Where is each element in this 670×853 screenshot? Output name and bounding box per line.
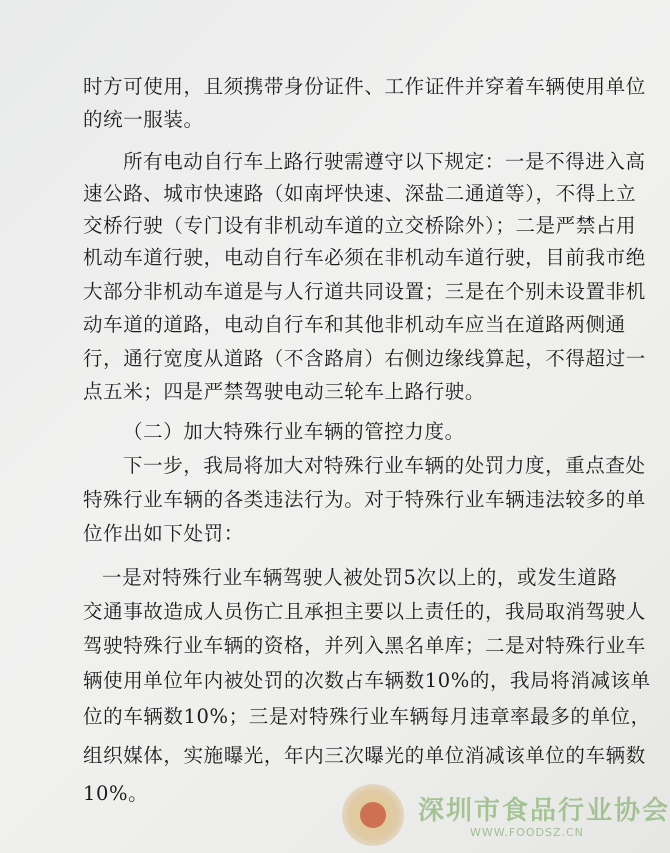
text-line: 行，通行宽度从道路（不含路肩）右侧边缘线算起，不得超过一 — [83, 347, 646, 370]
text-line: 交桥行驶（专门设有非机动车道的立交桥除外）；二是严禁占用 — [83, 214, 637, 237]
text-line: 动车道的道路，电动自行车和其他非机动车应当在道路两侧通 — [83, 313, 626, 336]
text-line: 位的车辆数10%；三是对特殊行业车辆每月违章率最多的单位， — [83, 705, 651, 728]
text-line: 特殊行业车辆的各类违法行为。对于特殊行业车辆违法较多的单 — [83, 488, 646, 511]
text-line: 时方可使用，且须携带身份证件、工作证件并穿着车辆使用单位 — [83, 75, 646, 98]
text-line: 速公路、城市快速路（如南坪快速、深盐二通道等），不得上立 — [83, 182, 637, 205]
association-seal-icon — [342, 784, 404, 846]
watermark-org-name: 深圳市食品行业协会 — [418, 796, 670, 826]
watermark — [330, 782, 670, 852]
text-line: 辆使用单位年内被处罚的次数占车辆数10%的，我局将消减该单 — [83, 669, 651, 692]
text-line: 机动车道行驶，电动自行车必须在非机动车道行驶，目前我市绝 — [83, 246, 646, 269]
watermark-url: WWW.FOODSZ.CN — [470, 826, 584, 839]
text-line: 所有电动自行车上路行驶需遵守以下规定：一是不得进入高 — [123, 150, 646, 173]
text-line: 10%。 — [83, 782, 149, 805]
text-line: 点五米；四是严禁驾驶电动三轮车上路行驶。 — [83, 380, 486, 403]
text-line: 下一步，我局将加大对特殊行业车辆的处罚力度，重点查处 — [123, 454, 646, 477]
text-line: 位作出如下处罚： — [83, 522, 244, 545]
text-line: 驾驶特殊行业车辆的资格，并列入黑名单库；二是对特殊行业车 — [83, 634, 646, 657]
text-line: 大部分非机动车道是与人行道共同设置；三是在个别未设置非机 — [83, 280, 646, 303]
text-line: 交通事故造成人员伤亡且承担主要以上责任的，我局取消驾驶人 — [83, 600, 646, 623]
text-line: 一是对特殊行业车辆驾驶人被处罚5次以上的，或发生道路 — [102, 566, 618, 589]
text-line: 的统一服装。 — [83, 108, 204, 131]
section-heading: （二）加大特殊行业车辆的管控力度。 — [123, 420, 465, 443]
text-line: 组织媒体，实施曝光，年内三次曝光的单位消减该单位的车辆数 — [83, 744, 646, 767]
